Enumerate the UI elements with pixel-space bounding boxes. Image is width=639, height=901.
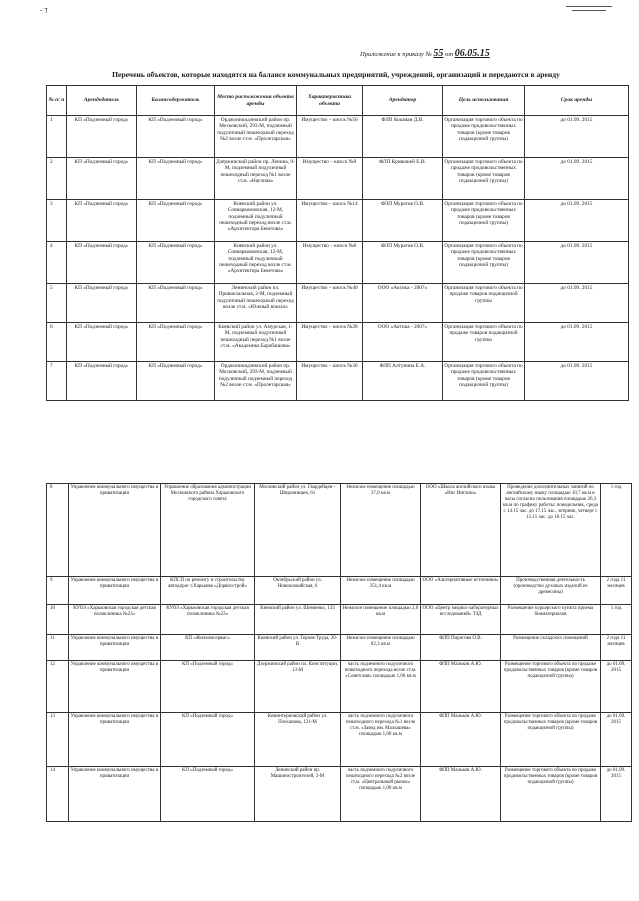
cell-term: 2 года 11 месяцев bbox=[601, 577, 632, 605]
cell-tenant: ФЛП Муратов О.В. bbox=[363, 242, 443, 284]
cell-purpose: Размещение курьерского пункта приема биоматериалов bbox=[501, 605, 601, 635]
cell-characteristic: Нежилое помещение площадью 82,3 кв.м bbox=[341, 635, 421, 661]
cell-landlord: Управление коммунального имущества и приватизации bbox=[69, 767, 161, 822]
cell-location: Московский район ул. Гвардейцев – Широнинцев, 61 bbox=[255, 484, 341, 577]
objects-table-page1 bbox=[46, 85, 629, 401]
cell-landlord: Управление коммунального имущества и приватизации bbox=[69, 661, 161, 713]
cell-location: Киевский район ул. Амурская, 1-М, подземный подуличный пешеходный переход №1 возле ст.м. «Академика Барабашова» bbox=[215, 323, 297, 362]
cell-term: до 01.09. 2015 bbox=[525, 158, 629, 200]
cell-characteristic: Имущество – киоск №6 bbox=[297, 242, 363, 284]
table-row bbox=[47, 767, 632, 822]
table-header bbox=[47, 86, 629, 116]
cell-term: 1 год bbox=[601, 484, 632, 577]
table-row bbox=[47, 158, 629, 200]
stamp-line bbox=[566, 6, 612, 7]
cell-characteristic: часть подземного подуличного пешеходного перехода №2 возле ст.м. «Центральный рынок» площадью 1,00 кв.м bbox=[341, 767, 421, 822]
order-number: 55 bbox=[433, 48, 444, 59]
cell-holder: КП «Подземный город» bbox=[137, 362, 215, 401]
cell-landlord: Управление коммунального имущества и приватизации bbox=[69, 484, 161, 577]
appendix-from: от bbox=[445, 51, 454, 58]
cell-holder: КП «Подземный город» bbox=[161, 767, 255, 822]
cell-holder: КП «Подземный город» bbox=[137, 284, 215, 323]
cell-holder: КПСП по ремонту и строительству автодорог г.Харькова «Дорвосстрой» bbox=[161, 577, 255, 605]
appendix-prefix: Приложение к приказу № bbox=[360, 51, 432, 58]
cell-characteristic: Имущество – киоск №28 bbox=[297, 323, 363, 362]
cell-purpose: Организация торгового объекта по продаже продовольственных товаров (кроме товаров подакцизной группы) bbox=[443, 200, 525, 242]
cell-characteristic: Имущество – киоск №14 bbox=[297, 200, 363, 242]
cell-tenant: ООО «Центр медико-лабораторных исследований» ТЗД bbox=[421, 605, 501, 635]
cell-characteristic: Имущество – киоск №9 bbox=[297, 158, 363, 200]
cell-characteristic: Имущество – киоск №30 bbox=[297, 362, 363, 401]
cell-landlord: Управление коммунального имущества и приватизации bbox=[69, 635, 161, 661]
cell-landlord: Управление коммунального имущества и приватизации bbox=[69, 577, 161, 605]
cell-holder: Управление образования администрации Московского района Харьковского городского совета bbox=[161, 484, 255, 577]
cell-num: 2 bbox=[47, 158, 67, 200]
cell-landlord: Управление коммунального имущества и приватизации bbox=[69, 713, 161, 767]
cell-term: 2 года 11 месяцев bbox=[601, 635, 632, 661]
cell-location: Дзержинский район пр. Ленина, 9-М, подземный подуличный пешеходный переход №1 возле ст.м. «Научная» bbox=[215, 158, 297, 200]
cell-num: 8 bbox=[47, 484, 69, 577]
cell-location: Киевский район ул. Шевченко, 133 bbox=[255, 605, 341, 635]
cell-num: 10 bbox=[47, 605, 69, 635]
cell-characteristic: часть подземного подуличного пешеходного перехода №1 возле ст.м. «Завод им. Малышева» площадью 1,00 кв.м bbox=[341, 713, 421, 767]
objects-table-page2 bbox=[46, 483, 632, 822]
cell-tenant: ФЛП Муратов О.В. bbox=[363, 200, 443, 242]
cell-term: до 01.09. 2015 bbox=[525, 323, 629, 362]
table-row bbox=[47, 635, 632, 661]
cell-landlord: КП «Подземный город» bbox=[67, 158, 137, 200]
cell-holder: КП «Подземный город» bbox=[161, 661, 255, 713]
cell-tenant: ООО «Альтернативные источники» bbox=[421, 577, 501, 605]
table-row bbox=[47, 661, 632, 713]
cell-tenant: ФЛП Мальков А.Ю. bbox=[421, 713, 501, 767]
order-date: 06.05.15 bbox=[454, 48, 490, 59]
cell-num: 12 bbox=[47, 661, 69, 713]
cell-location: Киевский район ул. Героев Труда, 20-В bbox=[255, 635, 341, 661]
cell-tenant: ФЛП Пирогова О.В. bbox=[421, 635, 501, 661]
cell-num: 3 bbox=[47, 200, 67, 242]
cell-purpose: Организация торгового объекта по продаже продовольственных товаров (кроме товаров подакцизной группы) bbox=[443, 158, 525, 200]
cell-purpose: Организация торгового объекта по продаже продовольственных товаров (кроме товаров подакцизной группы) bbox=[443, 116, 525, 158]
cell-purpose: Организация торгового объекта по продаже продовольственных товаров (кроме товаров подакцизной группы) bbox=[443, 362, 525, 401]
cell-landlord: КП «Подземный город» bbox=[67, 323, 137, 362]
cell-term: до 01.09. 2015 bbox=[601, 767, 632, 822]
table-row bbox=[47, 362, 629, 401]
table-row bbox=[47, 284, 629, 323]
header-location: Место расположения объекта аренды bbox=[215, 86, 297, 116]
cell-characteristic: Нежилое помещение площадью 2,0 кв.м bbox=[341, 605, 421, 635]
cell-holder: КП «Подземный город» bbox=[137, 116, 215, 158]
header-purpose: Цель использования bbox=[443, 86, 525, 116]
table-row bbox=[47, 200, 629, 242]
cell-term: до 01.09. 2015 bbox=[525, 116, 629, 158]
cell-landlord: КП «Подземный город» bbox=[67, 284, 137, 323]
cell-characteristic: Нежилое помещение площадью 37,0 кв.м bbox=[341, 484, 421, 577]
cell-num: 5 bbox=[47, 284, 67, 323]
cell-num: 1 bbox=[47, 116, 67, 158]
cell-location: Киевский район ул. Совнаркомовская, 12-М, подземный подуличный пешеходный переход возле ст.м. «Архитектора Бекетова» bbox=[215, 242, 297, 284]
cell-purpose: Размещение торгового объекта по продаже продовольственных товаров (кроме товаров подакцизной группы) bbox=[501, 661, 601, 713]
table-row bbox=[47, 116, 629, 158]
cell-holder: КУОЗ «Харьковская городская детская поликлиника №23» bbox=[161, 605, 255, 635]
cell-characteristic: Имущество – киоск №56 bbox=[297, 116, 363, 158]
cell-tenant: ООО «Актика - 2007» bbox=[363, 284, 443, 323]
cell-term: до 01.09. 2015 bbox=[525, 200, 629, 242]
cell-term: до 01.09. 2015 bbox=[525, 242, 629, 284]
cell-num: 11 bbox=[47, 635, 69, 661]
cell-location: Орджоникидзевский район пр. Московский, 293-М, подземный подуличный подземный переход №2 возле ст.м. «Пролетарская» bbox=[215, 362, 297, 401]
cell-holder: КП «Подземный город» bbox=[161, 713, 255, 767]
cell-tenant: ФЛП Мальков А.Ю. bbox=[421, 661, 501, 713]
cell-characteristic: Имущество – киоск №40 bbox=[297, 284, 363, 323]
cell-tenant: ФЛП Алтунина Е.А. bbox=[363, 362, 443, 401]
cell-holder: КП «Подземный город» bbox=[137, 158, 215, 200]
cell-term: 1 год bbox=[601, 605, 632, 635]
cell-purpose: Производственная деятельность (производство духовых изделий из древесины) bbox=[501, 577, 601, 605]
cell-purpose: Размещение торгового объекта по продаже продовольственных товаров (кроме товаров подакцизной группы) bbox=[501, 713, 601, 767]
cell-characteristic: часть подземного подуличного пешеходного перехода возле ст.м. «Советская» площадью 1,00 кв.м bbox=[341, 661, 421, 713]
cell-location: Дзержинский район пл. Конституции, 13-М bbox=[255, 661, 341, 713]
cell-num: 9 bbox=[47, 577, 69, 605]
cell-num: 6 bbox=[47, 323, 67, 362]
cell-landlord: КП «Подземный город» bbox=[67, 242, 137, 284]
cell-holder: КП «Жилкомсервис» bbox=[161, 635, 255, 661]
cell-location: Коминтерновский район ул. Плеханова, 121-М bbox=[255, 713, 341, 767]
cell-location: Ленинский район пл. Привокзальная, 2-М, подземный подуличный пешеходный переход возле ст.м. «Южный вокзал» bbox=[215, 284, 297, 323]
cell-location: Киевский район ул. Совнаркомовская, 12-М, подземный подуличный пешеходный переход возле ст.м. «Архитектора Бекетова» bbox=[215, 200, 297, 242]
cell-location: Орджоникидзевский район пр. Московский, 293-М, подземный подуличный пешеходный переход №2 возле ст.м. «Пролетарская» bbox=[215, 116, 297, 158]
cell-purpose: Размещение торгового объекта по продаже продовольственных товаров (кроме товаров подакцизной группы) bbox=[501, 767, 601, 822]
cell-term: до 01.09. 2015 bbox=[525, 362, 629, 401]
cell-num: 7 bbox=[47, 362, 67, 401]
cell-holder: КП «Подземный город» bbox=[137, 200, 215, 242]
header-term: Срок аренды bbox=[525, 86, 629, 116]
cell-term: до 01.09. 2015 bbox=[525, 284, 629, 323]
cell-tenant: ФЛП Мальков А.Ю. bbox=[421, 767, 501, 822]
cell-tenant: ООО «Школа английского языка «Инг Инглиш» bbox=[421, 484, 501, 577]
cell-holder: КП «Подземный город» bbox=[137, 242, 215, 284]
cell-purpose: Организация торгового объекта по продаже товаров подакцизной группы bbox=[443, 323, 525, 362]
table-row bbox=[47, 713, 632, 767]
cell-landlord: КП «Подземный город» bbox=[67, 116, 137, 158]
cell-num: 14 bbox=[47, 767, 69, 822]
cell-purpose: Организация торгового объекта по продаже товаров подакцизной группы bbox=[443, 284, 525, 323]
table-row bbox=[47, 242, 629, 284]
cell-num: 4 bbox=[47, 242, 67, 284]
header-tenant: Арендатор bbox=[363, 86, 443, 116]
cell-location: Октябрьский район ул. Новоиловайская, 6 bbox=[255, 577, 341, 605]
cell-characteristic: Нежилое помещение площадью 351,4 кв.м bbox=[341, 577, 421, 605]
cell-term: до 01.09. 2015 bbox=[601, 713, 632, 767]
cell-location: Ленинский район пр. Машиностроителей, 2-М bbox=[255, 767, 341, 822]
cell-term: до 01.09. 2015 bbox=[601, 661, 632, 713]
cell-landlord: КУОЗ «Харьковская городская детская поликлиника №23» bbox=[69, 605, 161, 635]
table-row bbox=[47, 484, 632, 577]
cell-tenant: ФЛП Кошман Д.В. bbox=[363, 116, 443, 158]
cell-tenant: ООО «Актика - 2007» bbox=[363, 323, 443, 362]
header-characteristic: Характеристика объекта bbox=[297, 86, 363, 116]
cell-landlord: КП «Подземный город» bbox=[67, 362, 137, 401]
appendix-reference bbox=[360, 48, 630, 59]
header-landlord: Арендодатель bbox=[67, 86, 137, 116]
header-num: № п/ п bbox=[47, 86, 67, 116]
table-row bbox=[47, 577, 632, 605]
table-row bbox=[47, 605, 632, 635]
stamp-line bbox=[572, 10, 606, 11]
cell-num: 13 bbox=[47, 713, 69, 767]
corner-mark: - ⁊ bbox=[40, 6, 48, 14]
cell-purpose: Проведение дополнительных занятий по английскому языку площадью 10,7 кв.м в часы согласно пользования площадью 26,3 кв.м по графику работы: понедельник, среда с 14.15 час. до 17.15 час., вторник, четверг с 13.15 час. до 16.15 час. bbox=[501, 484, 601, 577]
header-holder: Балансодержатель bbox=[137, 86, 215, 116]
cell-purpose: Организация торгового объекта по продаже продовольственных товаров (кроме товаров подакцизной группы) bbox=[443, 242, 525, 284]
cell-tenant: ФЛП Кривошей Е.И. bbox=[363, 158, 443, 200]
table-row bbox=[47, 323, 629, 362]
cell-purpose: Размещение складских помещений bbox=[501, 635, 601, 661]
cell-holder: КП «Подземный город» bbox=[137, 323, 215, 362]
cell-landlord: КП «Подземный город» bbox=[67, 200, 137, 242]
document-title: Перечень объектов, которые находятся на балансе коммунальных предприятий, учреждений, организаций и передаются в аренду bbox=[112, 70, 560, 79]
